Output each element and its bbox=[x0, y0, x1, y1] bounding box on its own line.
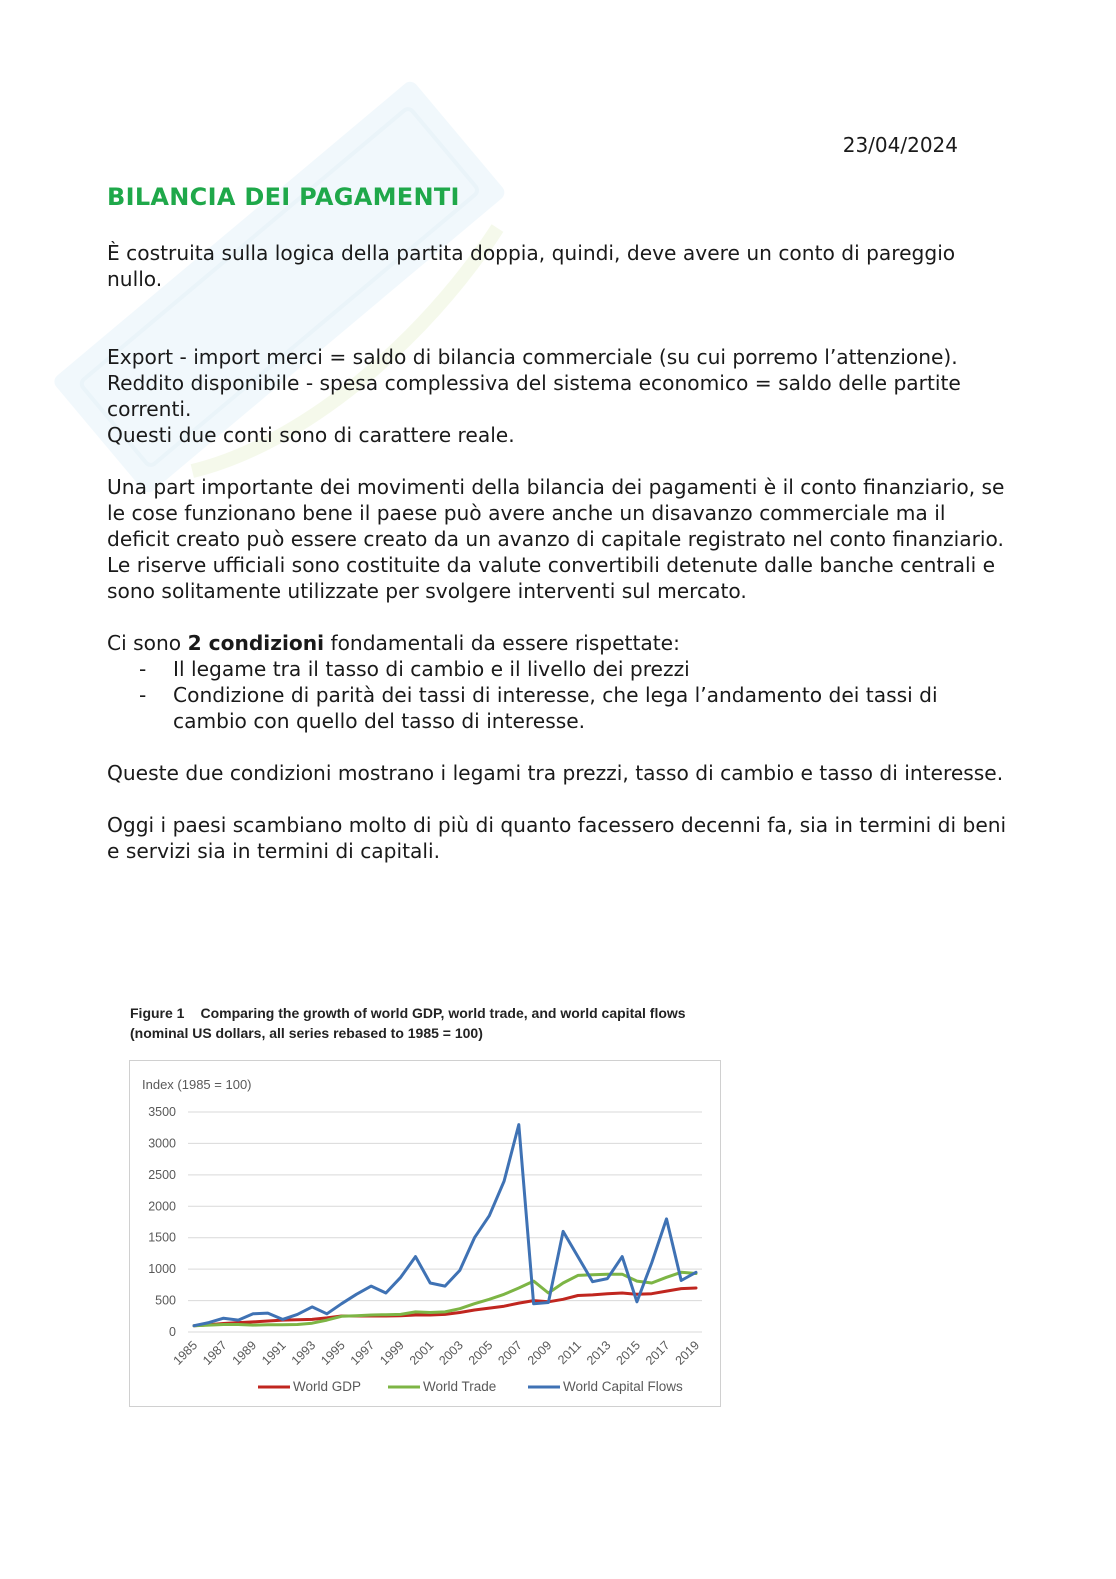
x-tick-label: 2017 bbox=[643, 1338, 673, 1368]
world-trade-line bbox=[194, 1272, 696, 1325]
x-tick-label: 1989 bbox=[229, 1338, 260, 1368]
paragraph: Una part importante dei movimenti della bilancia dei pagamenti è il conto finanziario, se le cose funzionano bene il paese può avere anche un disavanzo commerciale ma il deficit creato può essere creato da un avanzo di capitale registrato nel conto finanziario. bbox=[107, 475, 1005, 551]
x-tick-label: 2005 bbox=[465, 1338, 496, 1368]
text-run: Ci sono bbox=[107, 631, 188, 655]
paragraph: Export - import merci = saldo di bilancia commerciale (su cui porremo l’attenzione). bbox=[107, 345, 958, 369]
chart-svg bbox=[130, 1061, 720, 1406]
figure-subtitle: (nominal US dollars, all series rebased to 1985 = 100) bbox=[130, 1025, 483, 1041]
y-tick-label: 0 bbox=[169, 1325, 176, 1339]
paragraph: Queste due condizioni mostrano i legami tra prezzi, tasso di cambio e tasso di interesse. bbox=[107, 761, 1004, 785]
figure-label: Figure 1 bbox=[130, 1005, 185, 1021]
y-tick-label: 3500 bbox=[148, 1105, 176, 1119]
figure-title: Comparing the growth of world GDP, world trade, and world capital flows bbox=[200, 1005, 686, 1021]
paragraph: È costruita sulla logica della partita doppia, quindi, deve avere un conto di pareggio nullo. bbox=[107, 241, 956, 291]
paragraph: Reddito disponibile - spesa complessiva del sistema economico = saldo delle partite correnti. bbox=[107, 371, 961, 421]
y-tick-label: 500 bbox=[155, 1293, 176, 1308]
x-tick-label: 2003 bbox=[436, 1338, 466, 1368]
x-tick-label: 2019 bbox=[672, 1338, 703, 1368]
document-date: 23/04/2024 bbox=[842, 133, 958, 157]
x-tick-label: 2013 bbox=[583, 1338, 614, 1368]
y-tick-label: 1000 bbox=[148, 1262, 176, 1277]
paragraph: Oggi i paesi scambiano molto di più di quanto facessero decenni fa, sia in termini di beni e servizi sia in termini di capitali. bbox=[107, 813, 1007, 863]
x-tick-label: 1985 bbox=[170, 1338, 201, 1368]
document-title: BILANCIA DEI PAGAMENTI bbox=[107, 183, 460, 211]
y-tick-label: 3000 bbox=[148, 1136, 176, 1151]
document-body bbox=[107, 240, 1007, 864]
x-tick-label: 2011 bbox=[555, 1338, 585, 1368]
text-run: fondamentali da essere rispettate: bbox=[324, 631, 680, 655]
list-item: - Condizione di parità dei tassi di interesse, che lega l’andamento dei tassi di cambio con quello del tasso di interesse. bbox=[107, 682, 1007, 734]
figure-title-line bbox=[130, 1003, 686, 1023]
y-tick-label: 2500 bbox=[148, 1167, 176, 1182]
legend-label: World Trade bbox=[423, 1379, 497, 1394]
world-capital-flows-line bbox=[194, 1125, 696, 1326]
x-tick-label: 1993 bbox=[288, 1338, 319, 1368]
figure-caption bbox=[130, 1003, 686, 1043]
paragraph: Le riserve ufficiali sono costituite da valute convertibili detenute dalle banche centrali e sono solitamente utilizzate per svolgere interventi sul mercato. bbox=[107, 553, 996, 603]
conditions-list bbox=[107, 656, 1007, 734]
paragraph bbox=[107, 630, 1007, 656]
world-gdp-line bbox=[194, 1288, 696, 1326]
y-tick-label: 2000 bbox=[148, 1199, 176, 1214]
x-tick-label: 2001 bbox=[406, 1338, 437, 1368]
x-tick-label: 1987 bbox=[200, 1338, 230, 1368]
x-tick-label: 2015 bbox=[613, 1338, 644, 1368]
y-tick-label: 1500 bbox=[148, 1230, 176, 1245]
bold-text: 2 condizioni bbox=[187, 631, 325, 655]
list-item: - Il legame tra il tasso di cambio e il livello dei prezzi bbox=[107, 656, 1007, 682]
legend-label: World Capital Flows bbox=[563, 1379, 683, 1394]
x-tick-label: 1991 bbox=[259, 1338, 289, 1368]
legend-label: World GDP bbox=[293, 1379, 362, 1394]
x-tick-label: 2009 bbox=[524, 1338, 555, 1368]
paragraph: Questi due conti sono di carattere reale. bbox=[107, 423, 515, 447]
x-tick-label: 2007 bbox=[495, 1338, 525, 1368]
x-tick-label: 1999 bbox=[377, 1338, 407, 1368]
x-tick-label: 1997 bbox=[347, 1338, 378, 1368]
y-axis-label: Index (1985 = 100) bbox=[142, 1077, 252, 1092]
x-tick-label: 1995 bbox=[318, 1338, 348, 1368]
line-chart bbox=[129, 1060, 721, 1407]
